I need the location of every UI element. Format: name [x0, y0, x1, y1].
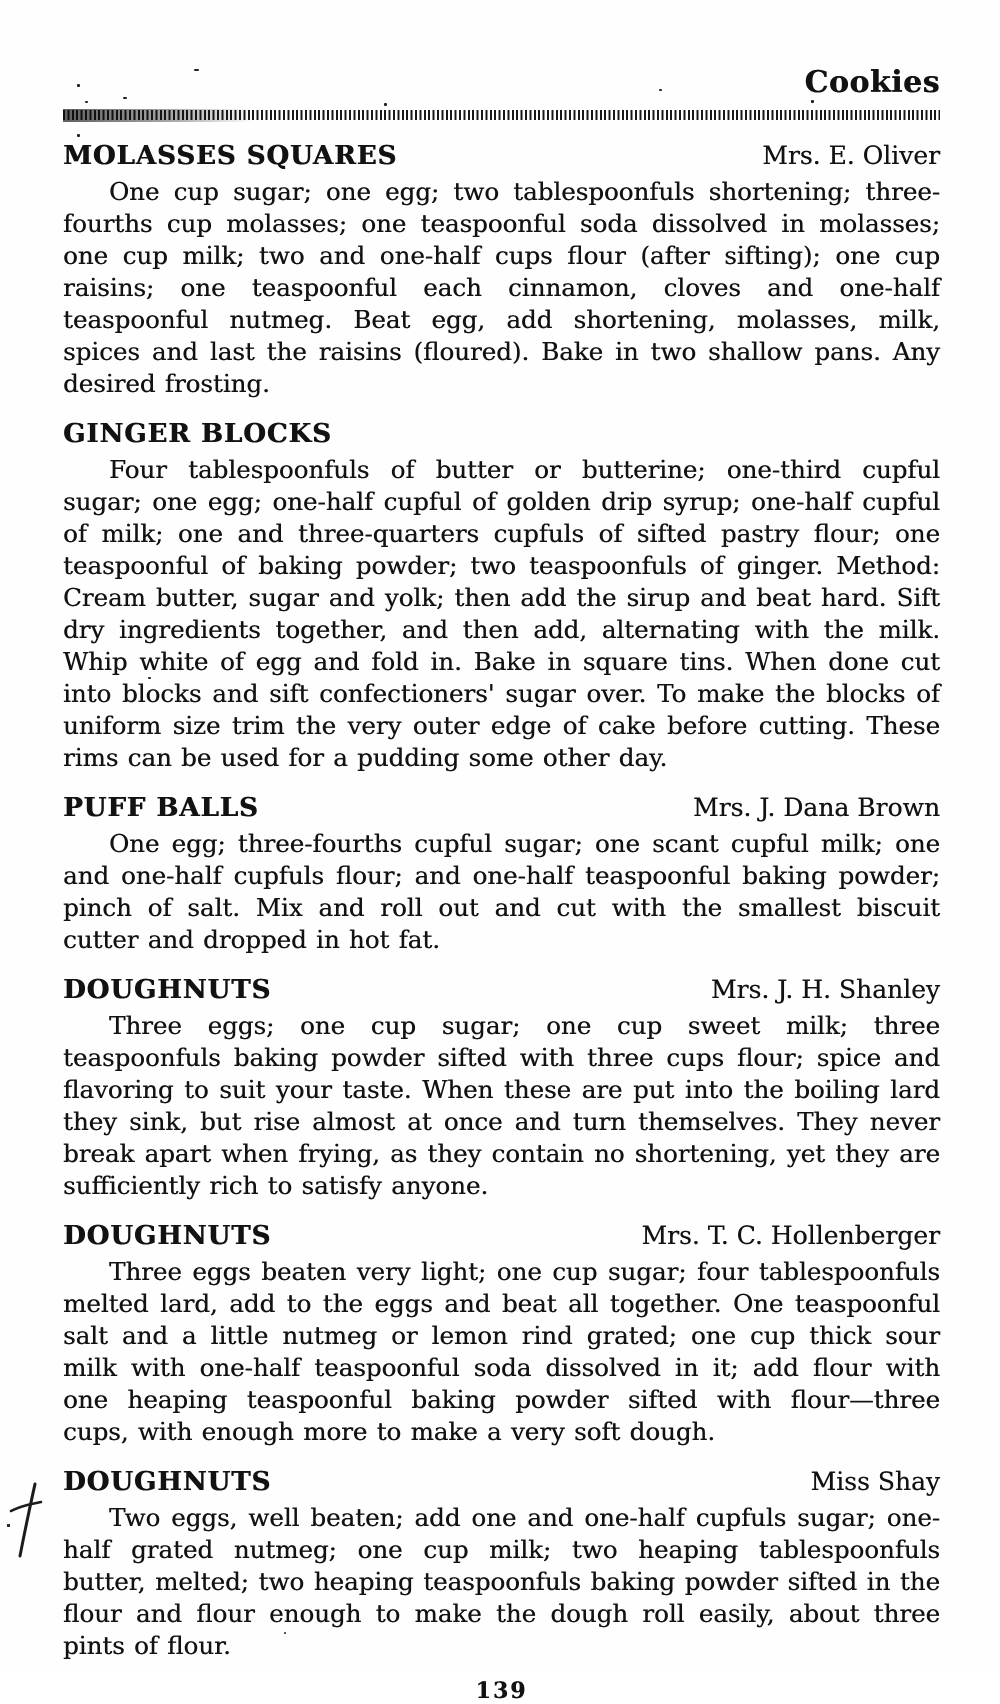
recipe-body: Two eggs, well beaten; add one and one-half cupfuls sugar; one-half grated nutmeg; one cup milk; two heaping tablespoonfuls butter, melted; two heaping teaspoonfuls baking powder sifted in the flour and flour enough to make the dough roll easily, about three pints of flour.: [63, 1503, 940, 1660]
recipe-title: DOUGHNUTS: [63, 975, 272, 1005]
running-head: [63, 0, 940, 100]
recipe-attribution: Miss Shay: [810, 1467, 940, 1496]
recipe-section-ginger-blocks: [63, 416, 940, 774]
handwritten-margin-mark: [5, 1480, 49, 1564]
page-number: 139: [475, 1678, 528, 1704]
recipe-title: MOLASSES SQUARES: [63, 141, 398, 171]
recipe-section-doughnuts-shanley: [63, 972, 940, 1202]
recipe-attribution: Mrs. T. C. Hollenberger: [641, 1221, 940, 1250]
recipe-section-doughnuts-shay: [63, 1464, 940, 1662]
recipe-heading-row: [63, 138, 940, 174]
recipe-attribution: Mrs. J. H. Shanley: [710, 975, 940, 1004]
recipe-title: DOUGHNUTS: [63, 1467, 272, 1497]
recipe-title: DOUGHNUTS: [63, 1221, 272, 1251]
recipe-title: PUFF BALLS: [63, 793, 259, 823]
recipe-heading-row: [63, 1464, 940, 1500]
recipe-body: Four tablespoonfuls of butter or butterine; one-third cupful sugar; one egg; one-half cupful of golden drip syrup; one-half cupful of milk; one and three-quarters cupfuls of sifted pastry flour; one teaspoonful of baking powder; two teaspoonfuls of ginger. Method: Cream butter, sugar and yolk; then add the sirup and beat hard. Sift dry ingredients together, and then add, alternating with the milk. Whip white of egg and fold in. Bake in square tins. When done cut into blocks and sift confectioners' sugar over. To make the blocks of uniform size trim the very outer edge of cake before cutting. These rims can be used for a pudding some other day.: [63, 455, 940, 772]
recipe-section-puff-balls: [63, 790, 940, 956]
recipe-body: One cup sugar; one egg; two tablespoonfuls shortening; three-fourths cup molasses; one teaspoonful soda dissolved in molasses; one cup milk; two and one-half cups flour (after sifting); one cup raisins; one teaspoonful each cinnamon, cloves and one-half teaspoonful nutmeg. Beat egg, add shortening, molasses, milk, spices and last the raisins (floured). Bake in two shallow pans. Any desired frosting.: [63, 177, 940, 398]
recipe-section-molasses-squares: [63, 138, 940, 400]
recipe-heading-row: [63, 790, 940, 826]
recipe-body: Three eggs; one cup sugar; one cup sweet milk; three teaspoonfuls baking powder sifted with three cups flour; spice and flavoring to suit your taste. When these are put into the boiling lard they sink, but rise almost at once and turn themselves. They never break apart when frying, as they contain no shortening, yet they are sufficiently rich to satisfy anyone.: [63, 1011, 940, 1200]
recipe-heading-row: [63, 1218, 940, 1254]
recipe-body: Three eggs beaten very light; one cup sugar; four tablespoonfuls melted lard, add to the eggs and beat all together. One teaspoonful salt and a little nutmeg or lemon rind grated; one cup thick sour milk with one-half teaspoonful soda dissolved in it; add flour with one heaping teaspoonful baking powder sifted with flour—three cups, with enough more to make a very soft dough.: [63, 1257, 940, 1446]
recipe-heading-row: [63, 416, 940, 452]
recipe-title: GINGER BLOCKS: [63, 419, 332, 449]
recipe-body: One egg; three-fourths cupful sugar; one scant cupful milk; one and one-half cupfuls flour; and one-half teaspoonful baking powder; pinch of salt. Mix and roll out and cut with the smallest biscuit cutter and dropped in hot fat.: [63, 829, 940, 954]
recipe-attribution: Mrs. J. Dana Brown: [692, 793, 940, 822]
recipe-attribution: Mrs. E. Oliver: [762, 141, 940, 170]
chapter-header-label: Cookies: [804, 65, 940, 100]
ornamental-rule: [63, 109, 940, 122]
recipe-section-doughnuts-hollenberger: [63, 1218, 940, 1448]
recipe-heading-row: [63, 972, 940, 1008]
